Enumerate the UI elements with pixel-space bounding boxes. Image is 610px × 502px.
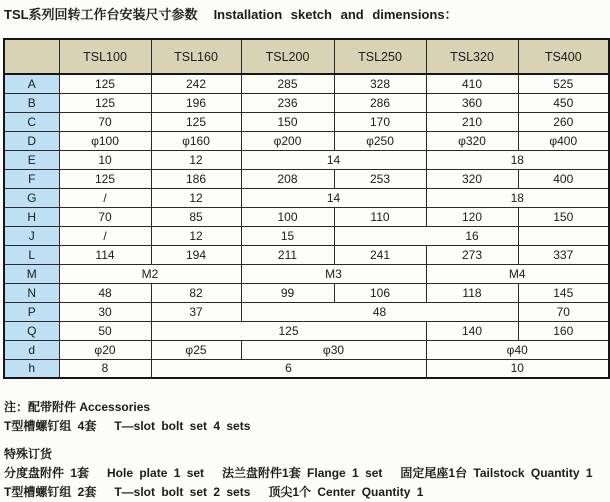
cell-B-3: 286 — [334, 93, 426, 112]
cell-J-4 — [518, 226, 609, 245]
row-label-h: h — [4, 359, 59, 378]
row-label-G: G — [4, 188, 59, 207]
cell-B-1: 196 — [151, 93, 241, 112]
note-segment: 分度盘附件 1套 — [4, 466, 90, 480]
cell-A-1: 242 — [151, 74, 241, 93]
cell-D-5: φ400 — [518, 131, 609, 150]
cell-H-4: 120 — [426, 207, 518, 226]
row-label-P: P — [4, 302, 59, 321]
cell-h-2: 10 — [426, 359, 609, 378]
cell-E-0: 10 — [59, 150, 151, 169]
cell-N-2: 99 — [241, 283, 334, 302]
col-header-TSL100: TSL100 — [59, 39, 151, 74]
accessories-note-detail — [4, 417, 604, 436]
accessories-note-heading: 注：配带附件 Accessories — [4, 400, 151, 414]
cell-d-1: φ25 — [151, 340, 241, 359]
cell-A-4: 410 — [426, 74, 518, 93]
cell-N-4: 118 — [426, 283, 518, 302]
special-order-lines — [4, 464, 604, 502]
cell-J-3: 16 — [334, 226, 518, 245]
cell-d-3: φ40 — [426, 340, 609, 359]
cell-H-3: 110 — [334, 207, 426, 226]
col-header-TSL200: TSL200 — [241, 39, 334, 74]
row-label-N: N — [4, 283, 59, 302]
cell-C-3: 170 — [334, 112, 426, 131]
cell-C-4: 210 — [426, 112, 518, 131]
col-header-TS400: TS400 — [518, 39, 609, 74]
cell-M-1: M3 — [241, 264, 426, 283]
accessories-note-en: T—slot bolt set 4 sets — [114, 419, 251, 433]
row-label-d: d — [4, 340, 59, 359]
note-segment: T型槽螺钉组 2套 — [4, 485, 97, 499]
cell-J-2: 15 — [241, 226, 334, 245]
cell-Q-2: 140 — [426, 321, 518, 340]
cell-P-0: 30 — [59, 302, 151, 321]
note-segment: Hole plate 1 set — [107, 466, 205, 480]
row-label-M: M — [4, 264, 59, 283]
cell-C-5: 260 — [518, 112, 609, 131]
cell-F-5: 400 — [518, 169, 609, 188]
note-segment: T—slot bolt set 2 sets — [114, 485, 251, 499]
cell-D-2: φ200 — [241, 131, 334, 150]
cell-C-2: 150 — [241, 112, 334, 131]
cell-E-1: 12 — [151, 150, 241, 169]
row-label-D: D — [4, 131, 59, 150]
row-label-C: C — [4, 112, 59, 131]
cell-N-0: 48 — [59, 283, 151, 302]
cell-L-5: 337 — [518, 245, 609, 264]
cell-N-1: 82 — [151, 283, 241, 302]
cell-F-4: 320 — [426, 169, 518, 188]
special-order-line-1 — [4, 464, 604, 483]
row-label-E: E — [4, 150, 59, 169]
cell-h-1: 6 — [151, 359, 426, 378]
cell-L-2: 211 — [241, 245, 334, 264]
cell-F-2: 208 — [241, 169, 334, 188]
note-segment: 法兰盘附件1套 Flange 1 set — [222, 466, 383, 480]
cell-Q-1: 125 — [151, 321, 426, 340]
row-label-H: H — [4, 207, 59, 226]
cell-E-2: 14 — [241, 150, 426, 169]
cell-H-0: 70 — [59, 207, 151, 226]
cell-L-3: 241 — [334, 245, 426, 264]
corner-header-cell — [4, 39, 59, 74]
page-title-chinese: TSL系列回转工作台安装尺寸参数 — [4, 7, 198, 22]
row-label-L: L — [4, 245, 59, 264]
cell-D-3: φ250 — [334, 131, 426, 150]
cell-J-1: 12 — [151, 226, 241, 245]
special-order-line-2 — [4, 483, 604, 502]
cell-A-5: 525 — [518, 74, 609, 93]
row-label-A: A — [4, 74, 59, 93]
cell-H-2: 100 — [241, 207, 334, 226]
cell-C-0: 70 — [59, 112, 151, 131]
cell-P-1: 37 — [151, 302, 241, 321]
note-segment: 固定尾座1台 Tailstock Quantity 1 — [400, 466, 593, 480]
cell-h-0: 8 — [59, 359, 151, 378]
cell-G-3: 18 — [426, 188, 609, 207]
cell-N-3: 106 — [334, 283, 426, 302]
cell-M-2: M4 — [426, 264, 609, 283]
col-header-TSL160: TSL160 — [151, 39, 241, 74]
cell-L-4: 273 — [426, 245, 518, 264]
cell-M-0: M2 — [59, 264, 241, 283]
cell-P-3: 70 — [518, 302, 609, 321]
cell-G-1: 12 — [151, 188, 241, 207]
cell-A-2: 285 — [241, 74, 334, 93]
cell-A-3: 328 — [334, 74, 426, 93]
cell-E-3: 18 — [426, 150, 609, 169]
cell-D-1: φ160 — [151, 131, 241, 150]
row-label-Q: Q — [4, 321, 59, 340]
cell-D-4: φ320 — [426, 131, 518, 150]
cell-F-3: 253 — [334, 169, 426, 188]
cell-G-0: / — [59, 188, 151, 207]
cell-L-0: 114 — [59, 245, 151, 264]
cell-d-0: φ20 — [59, 340, 151, 359]
row-label-B: B — [4, 93, 59, 112]
cell-C-1: 125 — [151, 112, 241, 131]
page-title — [4, 4, 458, 23]
row-label-F: F — [4, 169, 59, 188]
cell-Q-3: 160 — [518, 321, 609, 340]
cell-B-2: 236 — [241, 93, 334, 112]
cell-F-1: 186 — [151, 169, 241, 188]
special-order-heading: 特殊订货 — [4, 447, 53, 461]
cell-Q-0: 50 — [59, 321, 151, 340]
cell-N-5: 145 — [518, 283, 609, 302]
cell-D-0: φ100 — [59, 131, 151, 150]
col-header-TSL250: TSL250 — [334, 39, 426, 74]
cell-H-1: 85 — [151, 207, 241, 226]
cell-J-0: / — [59, 226, 151, 245]
cell-A-0: 125 — [59, 74, 151, 93]
cell-B-5: 450 — [518, 93, 609, 112]
page-title-english: Installation sketch and dimensions： — [213, 7, 458, 22]
notes-section — [4, 398, 604, 502]
dimensions-table — [3, 38, 610, 379]
cell-L-1: 194 — [151, 245, 241, 264]
cell-G-2: 14 — [241, 188, 426, 207]
cell-H-5: 150 — [518, 207, 609, 226]
cell-d-2: φ30 — [241, 340, 426, 359]
cell-F-0: 125 — [59, 169, 151, 188]
note-segment: 顶尖1个 Center Quantity 1 — [268, 485, 424, 499]
col-header-TSL320: TSL320 — [426, 39, 518, 74]
cell-B-0: 125 — [59, 93, 151, 112]
cell-B-4: 360 — [426, 93, 518, 112]
row-label-J: J — [4, 226, 59, 245]
accessories-note-zh: T型槽螺钉组 4套 — [4, 419, 97, 433]
cell-P-2: 48 — [241, 302, 518, 321]
